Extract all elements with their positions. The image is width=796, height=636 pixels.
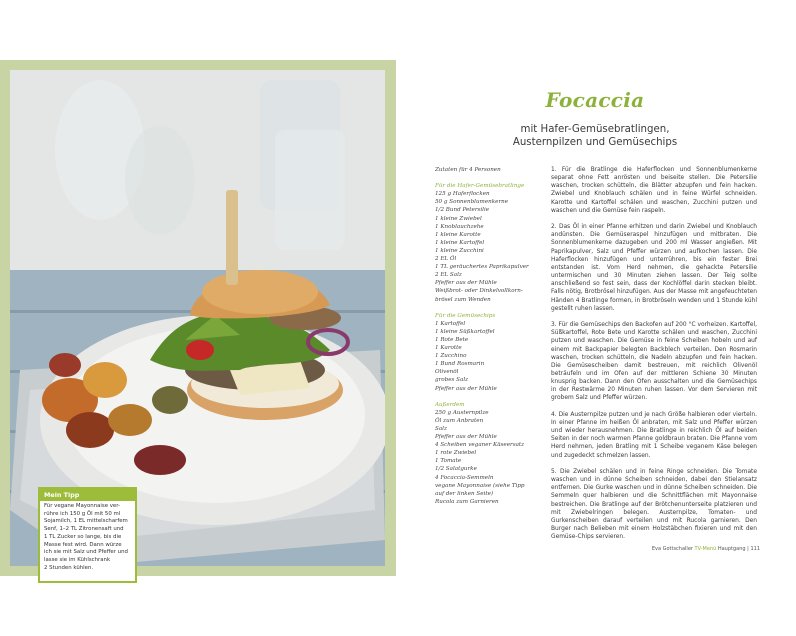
ingredient-item: 1 kleine Kartoffel [435,239,485,246]
ingredient-item: 250 g Austernpilze [435,409,489,416]
ingredient-section-heading: Für die Gemüsechips [435,312,496,319]
ingredient-item: 1 kleine Zwiebel [435,215,482,222]
steps-column [551,166,757,550]
ingredient-item: Rucola zum Garnieren [435,498,499,505]
ingredient-item: 4 Scheiben veganer Käseersatz [435,442,525,449]
ingredient-item: 1 Knoblauchzehe [435,223,484,230]
ingredient-section-heading: Für die Hafer-Gemüsebratlinge [435,183,525,190]
ingredient-item: 1 Karotte [435,345,462,352]
ingredient-item: auf der linken Seite) [435,490,494,497]
ingredient-item: Pfeffer aus der Mühle [435,385,497,392]
ingredient-sections [435,174,543,506]
step-paragraph: 4. Die Austernpilze putzen und je nach Größe halbieren oder vierteln. In einer Pfanne im heißen Öl anbraten, mit Salz und Pfeffer würzen und wieder herausnehmen. Die Bratlinge in reichlich Öl auf beiden Seiten in der noch warmen Pfanne goldbraun braten. Die Pfanne vom Herd nehmen, jeden Bratling mit 1 Scheibe veganem Käse belegen und zugedeckt schmelzen lassen. [551,411,757,459]
servings-line: Zutaten für 4 Personen [435,167,501,173]
page-footer [632,546,760,552]
section-gap [435,393,543,401]
section-gap [435,174,543,182]
ingredient-item: 1 kleine Karotte [435,231,481,238]
ingredients-column [435,166,543,506]
ingredient-item: Pfeffer aus der Mühle [435,434,497,441]
footer-series: TV-Menü [694,546,717,552]
ingredient-section-heading: Außerdem [435,401,465,408]
ingredient-item: 1 kleine Zucchini [435,247,484,254]
ingredient-item: 1 Tomate [435,458,462,465]
section-gap [435,304,543,312]
recipe-subtitle: mit Hafer-Gemüsebratlingen, Austernpilzen und Gemüsechips [512,124,678,148]
ingredient-item: grobes Salz [435,377,469,384]
tip-text: Für vegane Mayonnaise ver- rühre ich 150 g Öl mit 50 ml Sojamilch, 1 EL mittelscharfem Senf, 1–2 TL Zitronensaft und 1 TL Zucker so lange, bis die Masse fest wird. Dann würze ich sie mit Salz und Pfeffer und lasse sie im Kühlschrank 2 Stunden kühlen. [44,503,128,571]
ingredient-item: 1 Kartoffel [435,320,466,327]
step-paragraph: 5. Die Zwiebel schälen und in feine Ringe schneiden. Die Tomate waschen und in dünne Scheiben schneiden, dabei den Stielansatz entfernen. Die Gurke waschen und in dünne Scheiben schneiden. Die Semmeln quer halbieren und die Schnittflächen mit Mayonnaise bestreichen. Die Bratlinge auf der Brötchenunterseite platzieren und mit Zwiebelringen belegen. Austernpilze, Tomaten- und Gurkenscheiben darauf verteilen und mit Rucola garnieren. Den Burger nach Belieben mit einem Holzstäbchen fixieren und mit den Gemüse-Chips servieren. [551,468,757,541]
page-number: 111 [750,546,760,552]
ingredient-item: Salz [435,426,447,432]
ingredient-item: vegane Mayonnaise (siehe Tipp [435,482,525,489]
ingredient-item: brösel zum Wenden [435,296,491,303]
ingredient-item: Weißbrot- oder Dinkelvollkorn- [435,288,523,295]
ingredient-item: Pfeffer aus der Mühle [435,280,497,287]
ingredient-item: 2 EL Öl [435,256,457,263]
footer-section: Hauptgang [717,546,746,552]
ingredient-item: 4 Focaccia-Semmeln [435,474,494,481]
ingredient-item: 50 g Sonnenblumenkerne [435,199,509,206]
footer-separator: | [747,546,749,552]
step-paragraph: 3. Für die Gemüsechips den Backofen auf 200 °C vorheizen. Kartoffel, Süßkartoffel, Rote Bete und Karotte schälen und waschen, Zucchini putzen und waschen. Die Gemüse in feine Scheiben hobeln und auf einem mit Backpapier belegten Backblech verteilen. Den Rosmarin waschen, trocken schütteln, die Nadeln abzupfen und fein hacken. Die Gemüsescheiben damit bestreuen, mit reichlich Olivenöl beträufeln und im Ofen auf der mittleren Schiene 30 Minuten knusprig backen. Dann den Ofen ausschalten und die Gemüsechips in der Restwärme 20 Minuten ruhen lassen. Vor dem Servieren mit grobem Salz und Pfeffer würzen. [551,322,757,402]
ingredient-item: Öl zum Anbraten [435,417,484,424]
ingredient-item: 1 Rote Bete [435,336,469,343]
ingredient-item: 1 Zucchino [435,353,467,360]
step-paragraph: 1. Für die Bratlinge die Haferflocken und Sonnenblumenkerne separat ohne Fett anrösten und beiseite stellen. Die Petersilie waschen, trocken schütteln, die Blätter abzupfen und fein hacken. Zwiebel und Knoblauch schälen und in feine Würfel schneiden. Karotte und Kartoffel schälen und waschen, Zucchini putzen und waschen und die Gemüse fein raspeln. [551,167,757,214]
ingredient-item: 2 EL Salz [435,272,462,279]
tip-box [38,487,137,583]
ingredient-item: 125 g Haferflocken [435,191,490,198]
step-paragraph: 2. Das Öl in einer Pfanne erhitzen und darin Zwiebel und Knoblauch andünsten. Die Gemüseraspel hinzufügen und mitbraten. Die Sonnenblumenkerne dazugeben und 200 ml Wasser angießen. Mit Paprikapulver, Salz und Pfeffer würzen und aufkochen lassen. Die Haferflocken hinzufügen und unterrühren, bis ein fester Brei entstanden ist. Vom Herd nehmen, die gehackte Petersilie untermischen und 30 Minuten ziehen lassen. Der Teig sollte anschließend so fest sein, dass der Kochlöffel darin stecken bleibt. Falls nötig, Brotbrösel hinzufügen. Aus der Masse mit angefeuchteten Händen 4 Bratlinge formen, in Brotbröseln wenden und 1 Stunde kühl gestellt ruhen lassen. [551,224,757,312]
footer-author: Eva Gottschaller [651,546,693,552]
photo-frame [0,60,396,576]
tip-heading: Mein Tipp [40,489,135,501]
ingredient-item: 1/2 Bund Petersilie [435,207,490,214]
ingredient-item: 1 Bund Rosmarin [435,361,485,368]
ingredient-item: 1 rote Zwiebel [435,450,477,457]
ingredient-item: 1 kleine Süßkartoffel [435,328,495,335]
ingredient-item: 1 TL geräuchertes Paprikapulver [435,264,529,271]
ingredient-item: 1/2 Salatgurke [435,466,477,473]
recipe-title: Focaccia [545,88,645,112]
ingredient-item: Olivenöl [435,369,459,376]
